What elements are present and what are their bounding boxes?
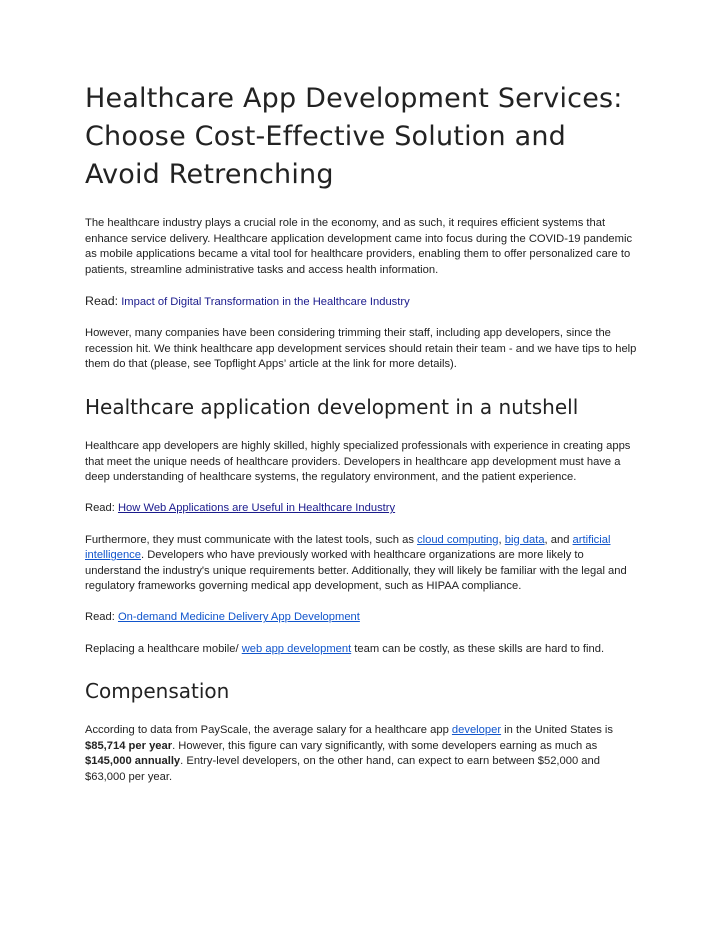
retention-paragraph: However, many companies have been considering trimming their staff, including app developers, since the recession hit. We think healthcare app development services should retain their team - and we have tips to help them do that (please, see Topflight Apps’ article at the link for more details). (85, 327, 637, 371)
read-label: Read: (85, 611, 115, 624)
read-label: Read: (85, 502, 115, 515)
web-applications-link[interactable]: How Web Applications are Useful in Healthcare Industry (117, 502, 396, 515)
replacing-text-1: Replacing a healthcare mobile/ (85, 642, 242, 655)
cloud-computing-link[interactable]: cloud computing (417, 533, 499, 546)
compensation-heading: Compensation (85, 679, 230, 704)
big-data-link[interactable]: big data (504, 533, 545, 546)
digital-transformation-link[interactable]: Impact of Digital Transformation in the Healthcare Industry (121, 295, 410, 308)
tools-text-3: , and (544, 533, 573, 546)
read-digital-transformation (85, 294, 640, 311)
max-salary: $145,000 annually (85, 755, 181, 768)
web-app-development-link[interactable]: web app development (241, 642, 352, 655)
tools-text-1: Furthermore, they must communicate with the latest tools, such as (85, 533, 418, 546)
page-title: Healthcare App Development Services: Choose Cost-Effective Solution and Avoid Retrenching (85, 83, 623, 190)
document-body (85, 80, 640, 801)
nutshell-heading: Healthcare application development in a nutshell (85, 394, 579, 419)
read-label: Read: (85, 293, 119, 308)
compensation-text-4: . Entry-level developers, on the other hand, can expect to earn between $52,000 and $63,000 per year. (85, 755, 600, 784)
replacing-text-2: team can be costly, as these skills are hard to find. (351, 642, 605, 655)
average-salary: $85,714 per year (85, 739, 173, 752)
compensation-text-2: in the United States is (501, 724, 613, 737)
developer-link[interactable]: developer (451, 724, 502, 737)
replacing-paragraph (85, 642, 640, 658)
tools-text-2: , (498, 533, 505, 546)
read-web-applications (85, 501, 640, 517)
artificial-intelligence-link[interactable]: artificial intelligence (85, 533, 611, 562)
medicine-delivery-link[interactable]: On-demand Medicine Delivery App Development (117, 611, 360, 624)
compensation-paragraph (85, 723, 640, 785)
read-medicine-delivery (85, 610, 640, 626)
tools-paragraph (85, 533, 640, 595)
nutshell-paragraph: Healthcare app developers are highly skilled, highly specialized professionals with experience in creating apps that meet the unique needs of healthcare providers. Developers in healthcare app development must have a deep understanding of healthcare systems, the regulatory environment, and the patient experience. (85, 439, 631, 484)
intro-paragraph: The healthcare industry plays a crucial role in the economy, and as such, it requires efficient systems that enhance service delivery. Healthcare application development came into focus during the COVID-19 pandemic as mobile applications became a vital tool for healthcare providers, enabling them to offer personalized care to patients, streamline administrative tasks and access health information. (85, 217, 633, 276)
compensation-text-1: According to data from PayScale, the average salary for a healthcare app (85, 724, 452, 737)
tools-text-4: . Developers who have previously worked with healthcare organizations are more likely to understand the industry's unique requirements better. Additionally, they will likely be familiar with the legal and regulatory frameworks governing medical app development, such as HIPAA compliance. (85, 549, 627, 593)
compensation-text-3: . However, this figure can vary significantly, with some developers earning as much as (172, 739, 598, 752)
